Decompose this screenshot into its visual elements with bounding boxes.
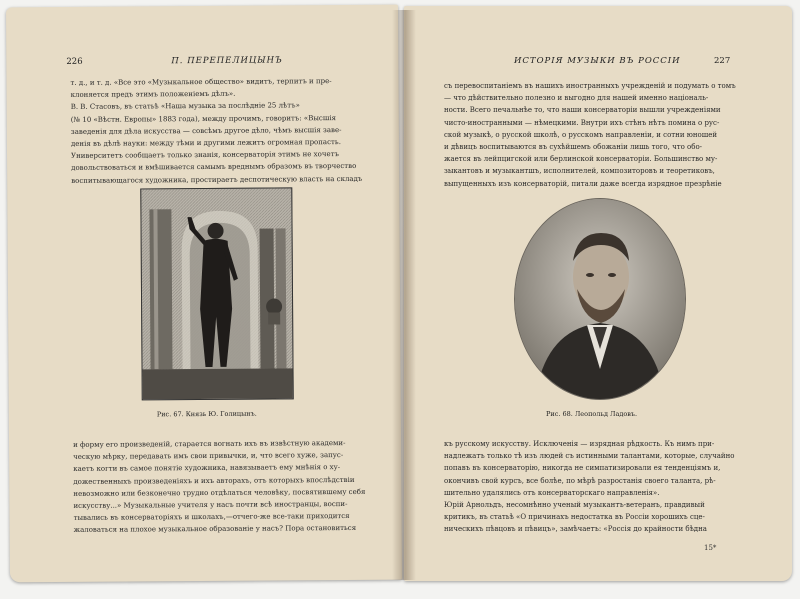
text-line: чисто-иностранными — нѣмецкими. Внутри ихъ стѣнъ нѣтъ помина о рус- xyxy=(444,118,720,127)
text-line: дожественныхъ произведеніяхъ и ихъ авторахъ, отъ которыхъ впослѣдствіи xyxy=(73,475,355,486)
text-line: окончивъ свой курсъ, все болѣе, по мѣрѣ разростанія своего таланта, рѣ- xyxy=(444,476,716,485)
text-line: т. д., и т. д. «Все это «Музыкальное общество» видитъ, терпитъ и пре- xyxy=(70,77,332,87)
book-gutter-shadow xyxy=(392,10,416,580)
page-number: 227 xyxy=(714,56,731,66)
right-top-text xyxy=(444,80,744,190)
running-title: П. ПЕРЕПЕЛИЦЫНЪ xyxy=(171,55,283,67)
text-line: искусству...» Музыкальные учителя у насъ почти всѣ иностранцы, воспи- xyxy=(73,500,348,510)
text-line: ническихъ пѣвцовъ и пѣвицъ», замѣчаетъ: «Россія до крайности бѣдна xyxy=(444,525,707,534)
text-line: и форму его произведеній, старается вогнать ихъ въ извѣстную академи- xyxy=(73,439,346,449)
text-line: жается въ лейпцигской или берлинской консерваторіи. Большинство му- xyxy=(444,155,718,164)
running-title: ИСТОРІЯ МУЗЫКИ ВЪ РОССІИ xyxy=(514,56,681,66)
portrait-illustration xyxy=(515,199,685,399)
text-line: каетъ когти въ самое понятіе художника, навязываетъ ему мнѣнія о ху- xyxy=(73,463,341,474)
text-line: довольствоваться и вмѣшивается самымъ вреднымъ образомъ въ творчество xyxy=(71,162,357,173)
right-page xyxy=(404,6,792,581)
text-line: тывались въ консерваторіяхъ и школахъ,—отчего-же все-таки приходится xyxy=(73,512,350,523)
text-line: ской музыкѣ, о русской школѣ, о русскомъ направленіи, и сотни юношей xyxy=(444,130,718,139)
text-line: и дѣвицъ воспитываются въ сухѣйшемъ обожаніи лишь того, что обо- xyxy=(444,143,703,152)
text-line: Университетъ сообщаетъ только знанія, консерваторія этимъ не хочетъ xyxy=(71,150,339,161)
text-line: клоняется предъ этимъ положеніемъ дѣлъ». xyxy=(70,89,236,100)
text-line: зыкантовъ и музыкантшъ, исполнителей, композиторовъ и теоретиковъ, xyxy=(444,167,715,176)
left-page xyxy=(6,5,402,583)
text-line: къ русскому искусству. Исключенія — изрядная рѣдкость. Къ нимъ при- xyxy=(444,440,715,448)
text-line: попавъ въ консерваторію, никогда не симпатизировали ея тенденціямъ и, xyxy=(444,464,721,473)
text-line: невозможно или безконечно трудно отдѣлаться человѣку, посвятившему себя xyxy=(73,487,366,498)
book-spread xyxy=(6,6,796,594)
text-line: заведенія для дѣла искусства — совсѣмъ другое дѣло, чѣмъ высшія заве- xyxy=(70,125,342,136)
portrait-photo-ladov xyxy=(514,198,686,400)
text-line: критикъ, въ статьѣ «О причинахъ недостатка въ Россіи хорошихъ сце- xyxy=(444,513,705,522)
text-line: — что дѣйствительно полезно и выгодно для нашей именно національ- xyxy=(444,94,709,103)
portrait-engraving-golitsyn xyxy=(140,187,293,400)
text-line: денія въ дѣлѣ науки: между тѣми и другими лежитъ огромная пропасть. xyxy=(70,138,341,148)
left-top-text xyxy=(70,75,387,187)
text-line: съ перевоспитаніемъ въ нашихъ иностранныхъ учрежденій и подумать о томъ xyxy=(444,82,736,90)
text-line: надлежатъ только тѣ изъ людей съ истинными талантами, которые, случайно xyxy=(444,452,735,461)
right-bottom-text xyxy=(444,438,744,536)
text-line: выпущенныхъ изъ консерваторій, питали даже всегда изрядное презрѣніе xyxy=(444,179,722,188)
text-line: шительно удалялись отъ консерваторскаго направленія». xyxy=(444,488,660,497)
text-line: воспитывающагося художника, простираетъ деспотическую власть на складъ xyxy=(71,174,363,185)
text-line: жаловаться на плохое музыкальное образованіе у насъ? Пора остановиться xyxy=(73,524,357,535)
figure-caption-67: Рис. 67. Князь Ю. Голицынъ. xyxy=(156,409,257,419)
figure-caption-68: Рис. 68. Леопольд Ладовъ. xyxy=(546,410,638,418)
engraving-illustration xyxy=(141,188,292,399)
signature-mark: 15* xyxy=(704,544,717,552)
text-line: (№ 10 «Вѣстн. Европы» 1883 года), между прочимъ, говоритъ: «Высшія xyxy=(70,113,337,124)
text-line: ности. Всего печальнѣе то, что наши консерваторіи вышли учрежденіями xyxy=(444,106,721,115)
left-page-header xyxy=(6,55,398,67)
text-line: Юрій Арнольдъ, несомнѣнно ученый музыкантъ-ветеранъ, правдивый xyxy=(444,501,705,510)
page-number: 226 xyxy=(66,56,83,67)
text-line: ческую мѣрку, передавать имъ свои привычки, и, что всего хуже, запус- xyxy=(73,451,344,462)
text-line: В. В. Стасовъ, въ статьѣ «Наша музыка за послѣдніе 25 лѣтъ» xyxy=(70,101,300,112)
left-bottom-text xyxy=(73,437,390,537)
